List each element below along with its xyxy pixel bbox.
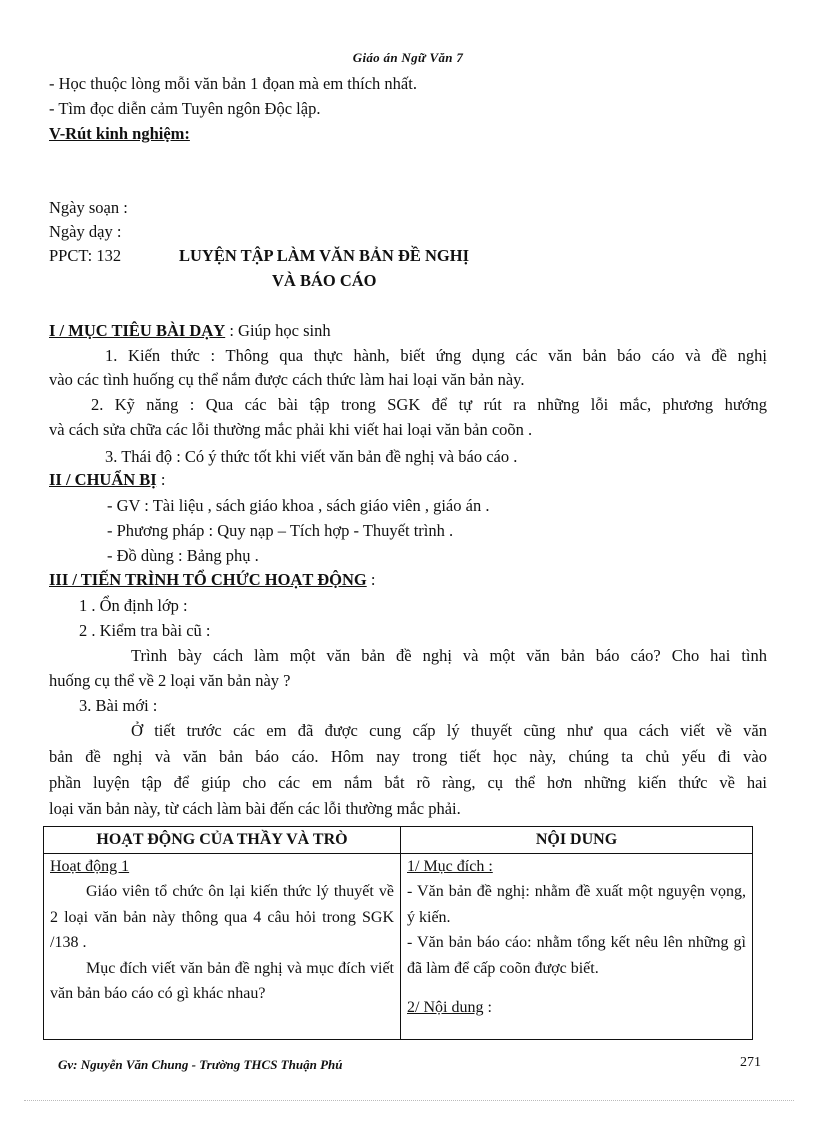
col-header-hoat-dong: HOẠT ĐỘNG CỦA THẦY VÀ TRÒ — [44, 827, 401, 854]
on-dinh-lop: 1 . Ổn định lớp : — [79, 596, 188, 615]
activity-table — [43, 826, 753, 1040]
section3-heading-line — [49, 570, 375, 590]
section3-heading-suffix: : — [366, 570, 376, 589]
ky-nang-line-1: 2. Kỹ năng : Qua các bài tập trong SGK để tự rút ra những lỗi mắc, phương hướng — [91, 395, 767, 414]
col-header-noi-dung: NỘI DUNG — [401, 827, 753, 854]
chuan-bi-item-gv: - GV : Tài liệu , sách giáo khoa , sách giáo viên , giáo án . — [107, 496, 490, 515]
table-header-row — [44, 827, 753, 854]
page-number: 271 — [740, 1055, 761, 1070]
section2-heading: II / CHUẨN BỊ — [49, 470, 157, 489]
bai-moi-para-line-3: phần luyện tập để giúp cho các em nắm bắt rõ ràng, cụ thể hơn những kiến thức về hai — [49, 773, 767, 792]
lesson-title-line-1: LUYỆN TẬP LÀM VĂN BẢN ĐỀ NGHỊ — [179, 246, 470, 265]
lesson-title-line-2: VÀ BÁO CÁO — [272, 271, 377, 290]
bai-moi: 3. Bài mới : — [79, 696, 158, 715]
ngay-day: Ngày dạy : — [49, 222, 122, 241]
kiem-tra-bai-cu: 2 . Kiểm tra bài cũ : — [79, 621, 211, 640]
ppct: PPCT: 132 — [49, 246, 122, 265]
cell-hoat-dong — [44, 853, 401, 1039]
chuan-bi-item-do-dung: - Đồ dùng : Bảng phụ . — [107, 546, 259, 565]
hoat-dong-para-1: Giáo viên tổ chức ôn lại kiến thức lý thuyết về 2 loại văn bản này thông qua 4 câu hỏi trong SGK /138 . — [50, 883, 394, 951]
thai-do-line: 3. Thái độ : Có ý thức tốt khi viết văn bản đề nghị và báo cáo . — [105, 447, 518, 466]
section1-heading-line — [49, 321, 331, 341]
chuan-bi-item-phuong-phap: - Phương pháp : Quy nạp – Tích hợp - Thuyết trình . — [107, 521, 454, 540]
kiem-tra-question-line-1: Trình bày cách làm một văn bản đề nghị và một văn bản báo cáo? Cho hai tình — [131, 646, 767, 665]
hoat-dong-label: Hoạt động 1 — [50, 857, 130, 875]
rut-kinh-nghiem-heading: V-Rút kinh nghiệm: — [49, 124, 190, 143]
noi-dung-heading: 2/ Nội dung — [407, 999, 484, 1016]
footer-author: Gv: Nguyễn Văn Chung - Trường THCS Thuận Phú — [58, 1057, 343, 1072]
kien-thuc-line-2: vào các tình huống cụ thể nắm được cách thức làm hai loại văn bản này. — [49, 370, 525, 389]
van-ban-bao-cao: - Văn bản báo cáo: nhằm tổng kết nêu lên những gì đã làm để cấp coõn được biết. — [407, 934, 746, 977]
section2-heading-line — [49, 470, 165, 490]
kiem-tra-question-line-2: huống cụ thể về 2 loại văn bản này ? — [49, 671, 291, 690]
section3-heading: III / TIẾN TRÌNH TỔ CHỨC HOẠT ĐỘNG — [49, 570, 367, 589]
bai-moi-para-line-1: Ở tiết trước các em đã được cung cấp lý thuyết cũng như qua cách viết về văn — [131, 721, 767, 740]
van-ban-de-nghi: - Văn bản đề nghị: nhằm đề xuất một nguyện vọng, ý kiến. — [407, 883, 746, 926]
section1-heading-suffix: : Giúp học sinh — [225, 321, 331, 340]
muc-dich-heading: 1/ Mục đích : — [407, 857, 493, 875]
table-row — [44, 853, 753, 1039]
kien-thuc-line-1: 1. Kiến thức : Thông qua thực hành, biết ứng dụng các văn bản báo cáo và đề nghị — [105, 346, 767, 365]
intro-line-1: - Học thuộc lòng mỗi văn bản 1 đọan mà em thích nhất. — [49, 74, 417, 93]
section1-heading: I / MỤC TIÊU BÀI DẠY — [49, 321, 226, 340]
ngay-soan: Ngày soạn : — [49, 198, 128, 217]
bai-moi-para-line-4: loại văn bản này, từ cách làm bài đến các lỗi thường mắc phải. — [49, 799, 461, 818]
cell-noi-dung — [401, 853, 753, 1039]
hoat-dong-para-2: Mục đích viết văn bản đề nghị và mục đích viết văn bản báo cáo có gì khác nhau? — [50, 959, 394, 1002]
page-bottom-divider — [24, 1100, 794, 1101]
noi-dung-heading-line: 2/ Nội dung : — [407, 999, 492, 1016]
intro-line-2: - Tìm đọc diễn cảm Tuyên ngôn Độc lập. — [49, 99, 321, 118]
bai-moi-para-line-2: bản đề nghị và văn bản báo cáo. Hôm nay trong tiết học này, chúng ta chủ yếu đi vào — [49, 747, 767, 766]
section2-heading-suffix: : — [156, 470, 166, 489]
ky-nang-line-2: và cách sửa chữa các lỗi thường mắc phải khi viết hai loại văn bản coõn . — [49, 420, 533, 439]
page-header-title: Giáo án Ngữ Văn 7 — [352, 50, 464, 65]
